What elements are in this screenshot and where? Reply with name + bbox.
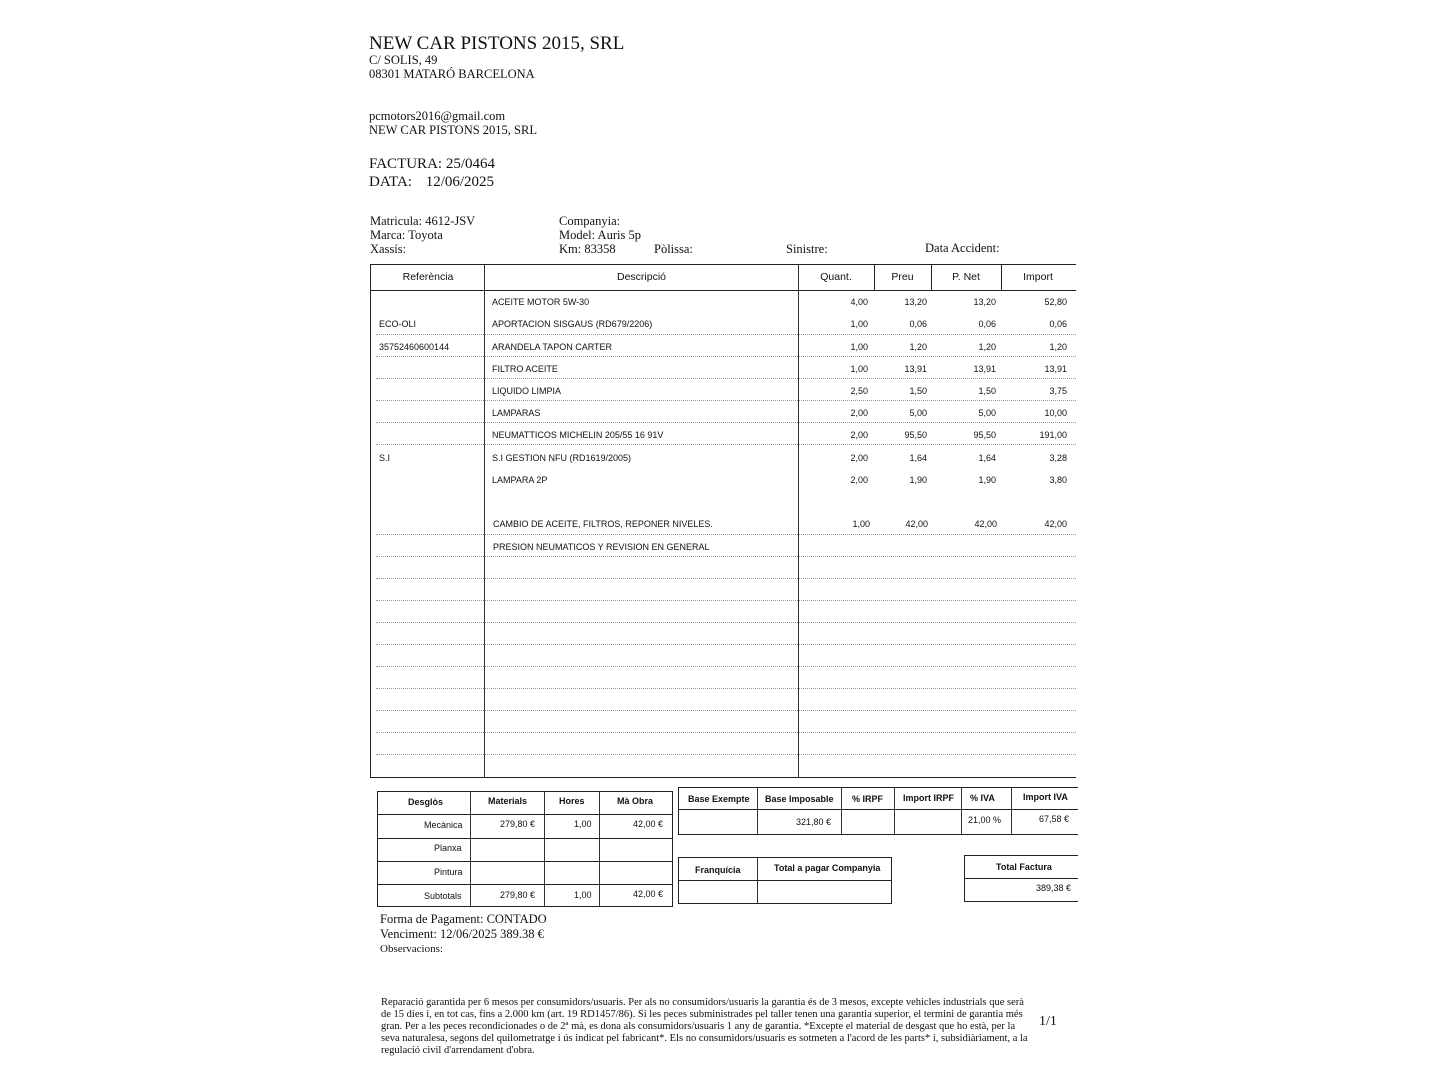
value-taxable-base: 321,80 €	[796, 817, 832, 827]
row-quantity: 4,00	[850, 297, 868, 307]
row-hours: 1,00	[574, 890, 592, 900]
row-separator	[376, 754, 1076, 755]
row-description: FILTRO ACEITE	[492, 364, 558, 374]
observations-label: Observacions:	[380, 943, 443, 955]
row-net-price: 1,50	[978, 386, 996, 396]
row-separator	[679, 809, 1078, 810]
vehicle-chassis: Xassís:	[370, 242, 407, 256]
row-price: 13,20	[904, 297, 927, 307]
column-divider	[874, 265, 875, 290]
row-quantity: 1,00	[852, 519, 870, 529]
row-quantity: 2,00	[850, 408, 868, 418]
vehicle-brand: Marca: Toyota	[370, 228, 443, 242]
column-divider	[599, 792, 600, 906]
row-separator	[378, 861, 672, 862]
row-quantity: 1,00	[850, 364, 868, 374]
column-divider	[470, 792, 471, 906]
tax-table	[678, 787, 1078, 835]
row-reference: 35752460600144	[379, 342, 450, 352]
table-row	[371, 515, 1076, 535]
row-amount: 0,06	[1049, 319, 1067, 329]
header-exempt-base: Base Exempte	[688, 794, 750, 804]
header-insurer-total: Total a pagar Companyia	[774, 863, 881, 873]
row-description: ARANDELA TAPON CARTER	[492, 342, 613, 352]
row-label-subtotals: Subtotals	[424, 891, 462, 901]
row-price: 1,90	[909, 475, 927, 485]
row-quantity: 1,00	[850, 319, 868, 329]
row-quantity: 2,00	[850, 430, 868, 440]
row-separator	[376, 644, 1076, 645]
row-hours: 1,00	[574, 819, 592, 829]
row-amount: 52,80	[1044, 297, 1067, 307]
row-reference: ECO-OLI	[379, 319, 417, 329]
vehicle-plate: Matricula: 4612-JSV	[370, 214, 476, 228]
total-invoice-label: Total Factura	[996, 862, 1052, 872]
row-amount: 10,00	[1044, 408, 1067, 418]
table-row	[371, 382, 1076, 402]
row-label-mecanica: Mecànica	[424, 820, 463, 830]
row-amount: 3,75	[1049, 386, 1067, 396]
row-price: 1,20	[909, 342, 927, 352]
header-price: Preu	[891, 271, 914, 283]
column-divider	[894, 788, 895, 834]
row-separator	[376, 688, 1076, 689]
header-materials: Materials	[488, 796, 528, 806]
row-separator	[376, 666, 1076, 667]
table-row	[371, 360, 1076, 380]
invoice-date-value: 12/06/2025	[425, 174, 495, 190]
row-quantity: 2,50	[850, 386, 868, 396]
column-divider	[544, 792, 545, 906]
row-quantity: 2,00	[850, 475, 868, 485]
header-irpf-amount: Import IRPF	[903, 793, 954, 803]
items-table-header	[371, 265, 1076, 291]
header-irpf-percent: % IRPF	[852, 794, 884, 804]
row-price: 1,50	[909, 386, 927, 396]
header-hours: Hores	[559, 796, 585, 806]
row-price: 13,91	[904, 364, 927, 374]
table-row	[371, 338, 1076, 358]
table-row	[371, 315, 1076, 335]
deductible-table	[678, 857, 892, 904]
row-net-price: 1,90	[978, 475, 996, 485]
row-description: APORTACION SISGAUS (RD679/2206)	[492, 319, 653, 329]
invoice-number-label: FACTURA:	[369, 156, 443, 172]
row-net-price: 95,50	[973, 430, 996, 440]
row-description: S.I GESTION NFU (RD1619/2005)	[492, 453, 632, 463]
total-invoice-value: 389,38 €	[1036, 883, 1072, 893]
company-email: pcmotors2016@gmail.com	[369, 109, 506, 123]
row-separator	[376, 710, 1076, 711]
column-divider	[961, 788, 962, 834]
row-description: NEUMATTICOS MICHELIN 205/55 16 91V	[492, 430, 664, 440]
header-description: Descripció	[616, 271, 666, 283]
vehicle-company: Companyia:	[559, 214, 621, 228]
table-row	[371, 538, 1076, 558]
items-table	[370, 264, 1076, 778]
row-price: 5,00	[909, 408, 927, 418]
total-invoice-box	[964, 855, 1078, 902]
row-price: 0,06	[909, 319, 927, 329]
table-row	[371, 471, 1076, 491]
row-labour: 42,00 €	[633, 889, 664, 899]
row-amount: 3,80	[1049, 475, 1067, 485]
row-separator	[378, 884, 672, 885]
vehicle-accident-date: Data Accident:	[925, 241, 1000, 255]
invoice-date	[369, 174, 494, 191]
row-reference: S.I	[379, 453, 391, 463]
row-separator	[378, 814, 672, 815]
row-net-price: 42,00	[974, 519, 997, 529]
payment-due: Venciment: 12/06/2025 389.38 €	[380, 927, 544, 941]
header-taxable-base: Base Imposable	[765, 794, 834, 804]
row-net-price: 1,20	[978, 342, 996, 352]
row-description: LAMPARA 2P	[492, 475, 548, 485]
header-deductible: Franquícia	[695, 865, 741, 875]
header-quantity: Quant.	[820, 271, 852, 283]
column-divider	[1001, 265, 1002, 290]
page-number: 1/1	[1039, 1014, 1057, 1029]
column-divider	[841, 788, 842, 834]
company-address-line1: C/ SOLIS, 49	[369, 53, 438, 67]
row-description: LIQUIDO LIMPIA	[492, 386, 562, 396]
row-description: ACEITE MOTOR 5W-30	[492, 297, 590, 307]
warranty-notice: Reparació garantida per 6 mesos per consumidors/usuaris. Per als no consumidors/usuaris la garantia és de 3 mesos, excepte vehicles industrials que serà de 15 dies i, en tot cas, fins a 2.000 km (art. 19 RD1457/86). Si les peces subministrades pel taller tenen una garantia superior, el termini de garantia més gran. Per a les peces recondicionades o de 2ª mà, es dona als consumidors/usuaris 1 any de garantia. *Excepte el material de desgast que ho està, per la seva naturalesa, segons del quilometratge i ús indicat pel fabricant*. Els no consumidors/usuaris es sotmeten a l'acord de les parts* i, subsidiàriament, a la regulació civil d'arrendament d'obra.	[381, 997, 1028, 1056]
row-labour: 42,00 €	[633, 819, 664, 829]
row-net-price: 0,06	[978, 319, 996, 329]
row-materials: 279,80 €	[500, 890, 536, 900]
row-separator	[376, 578, 1076, 579]
row-amount: 1,20	[1049, 342, 1067, 352]
table-row	[371, 404, 1076, 424]
row-amount: 13,91	[1044, 364, 1067, 374]
row-net-price: 1,64	[978, 453, 996, 463]
row-separator	[679, 880, 891, 881]
row-description: LAMPARAS	[492, 408, 541, 418]
row-materials: 279,80 €	[500, 819, 536, 829]
row-amount: 3,28	[1049, 453, 1067, 463]
breakdown-table	[377, 791, 673, 907]
column-divider	[1011, 788, 1012, 834]
company-address-line2: 08301 MATARÓ BARCELONA	[369, 67, 535, 81]
value-vat-percent: 21,00 %	[968, 815, 1002, 825]
company-name-secondary: NEW CAR PISTONS 2015, SRL	[369, 123, 537, 137]
row-price: 95,50	[904, 430, 927, 440]
row-net-price: 13,91	[973, 364, 996, 374]
table-row	[371, 426, 1076, 446]
header-vat-amount: Import IVA	[1023, 792, 1068, 802]
row-price: 1,64	[909, 453, 927, 463]
vehicle-policy: Pòlissa:	[654, 242, 693, 256]
row-label-pintura: Pintura	[434, 867, 463, 877]
header-labour: Mà Obra	[617, 796, 654, 806]
value-vat-amount: 67,58 €	[1039, 814, 1070, 824]
row-separator	[376, 600, 1076, 601]
header-net-price: P. Net	[952, 271, 980, 283]
invoice-date-label: DATA:	[369, 174, 412, 190]
table-row	[371, 293, 1076, 313]
header-amount: Import	[1023, 271, 1053, 283]
row-label-planxa: Planxa	[434, 843, 462, 853]
vehicle-claim: Sinistre:	[786, 242, 828, 256]
company-name: NEW CAR PISTONS 2015, SRL	[369, 33, 625, 54]
invoice-number	[369, 156, 495, 173]
row-quantity: 1,00	[850, 342, 868, 352]
payment-method: Forma de Pagament: CONTADO	[380, 912, 547, 926]
row-separator	[965, 878, 1078, 879]
row-description: CAMBIO DE ACEITE, FILTROS, REPONER NIVELES.	[493, 519, 713, 529]
row-price: 42,00	[905, 519, 928, 529]
row-description: PRESION NEUMATICOS Y REVISION EN GENERAL	[493, 542, 710, 552]
table-row	[371, 449, 1076, 469]
invoice-number-value: 25/0464	[445, 156, 495, 172]
row-separator	[376, 622, 1076, 623]
header-breakdown: Desglòs	[408, 797, 444, 807]
header-reference: Referència	[402, 271, 454, 283]
row-amount: 42,00	[1044, 519, 1067, 529]
vehicle-model: Model: Auris 5p	[559, 228, 641, 242]
row-net-price: 13,20	[973, 297, 996, 307]
row-separator	[376, 732, 1076, 733]
column-divider	[931, 265, 932, 290]
column-divider	[757, 788, 758, 834]
row-quantity: 2,00	[850, 453, 868, 463]
row-separator	[378, 838, 672, 839]
row-net-price: 5,00	[978, 408, 996, 418]
vehicle-km: Km: 83358	[559, 242, 616, 256]
row-amount: 191,00	[1039, 430, 1067, 440]
header-vat-percent: % IVA	[970, 793, 995, 803]
